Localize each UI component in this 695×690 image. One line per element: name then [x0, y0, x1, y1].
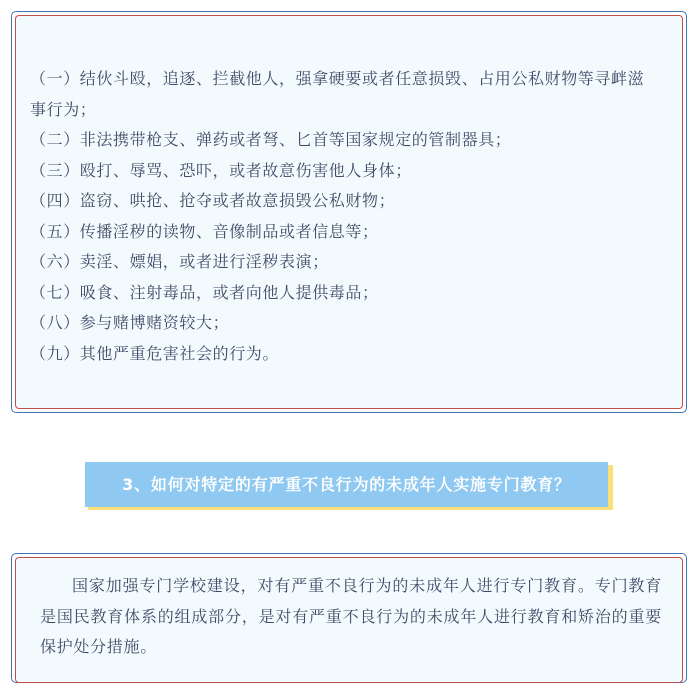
- section-heading: 3、如何对特定的有严重不良行为的未成年人实施专门教育？: [85, 462, 608, 507]
- list-item: （四）盗窃、哄抢、抢夺或者故意损毁公私财物；: [30, 191, 396, 210]
- list-item: （八）参与赌博赌资较大；: [30, 313, 230, 332]
- explanation-paragraph: 国家加强专门学校建设，对有严重不良行为的未成年人进行专门教育。专门教育是国民教育体系的组成部分，是对有严重不良行为的未成年人进行教育和矫治的重要保护处分措施。: [40, 576, 662, 656]
- list-item: （九）其他严重危害社会的行为。: [30, 343, 280, 363]
- behavior-list: [30, 64, 650, 369]
- list-item: （七）吸食、注射毒品，或者向他人提供毒品；: [30, 282, 379, 302]
- list-item: （六）卖淫、嫖娼，或者进行淫秽表演；: [30, 252, 329, 271]
- list-item: （五）传播淫秽的读物、音像制品或者信息等；: [30, 221, 379, 241]
- list-item: （三）殴打、辱骂、恐吓，或者故意伤害他人身体；: [30, 160, 412, 180]
- list-item: （一）结伙斗殴，追逐、拦截他人，强拿硬要或者任意损毁、占用公私财物等寻衅滋事行为；: [30, 69, 645, 119]
- list-item: （二）非法携带枪支、弹药或者弩、匕首等国家规定的管制器具；: [30, 130, 512, 149]
